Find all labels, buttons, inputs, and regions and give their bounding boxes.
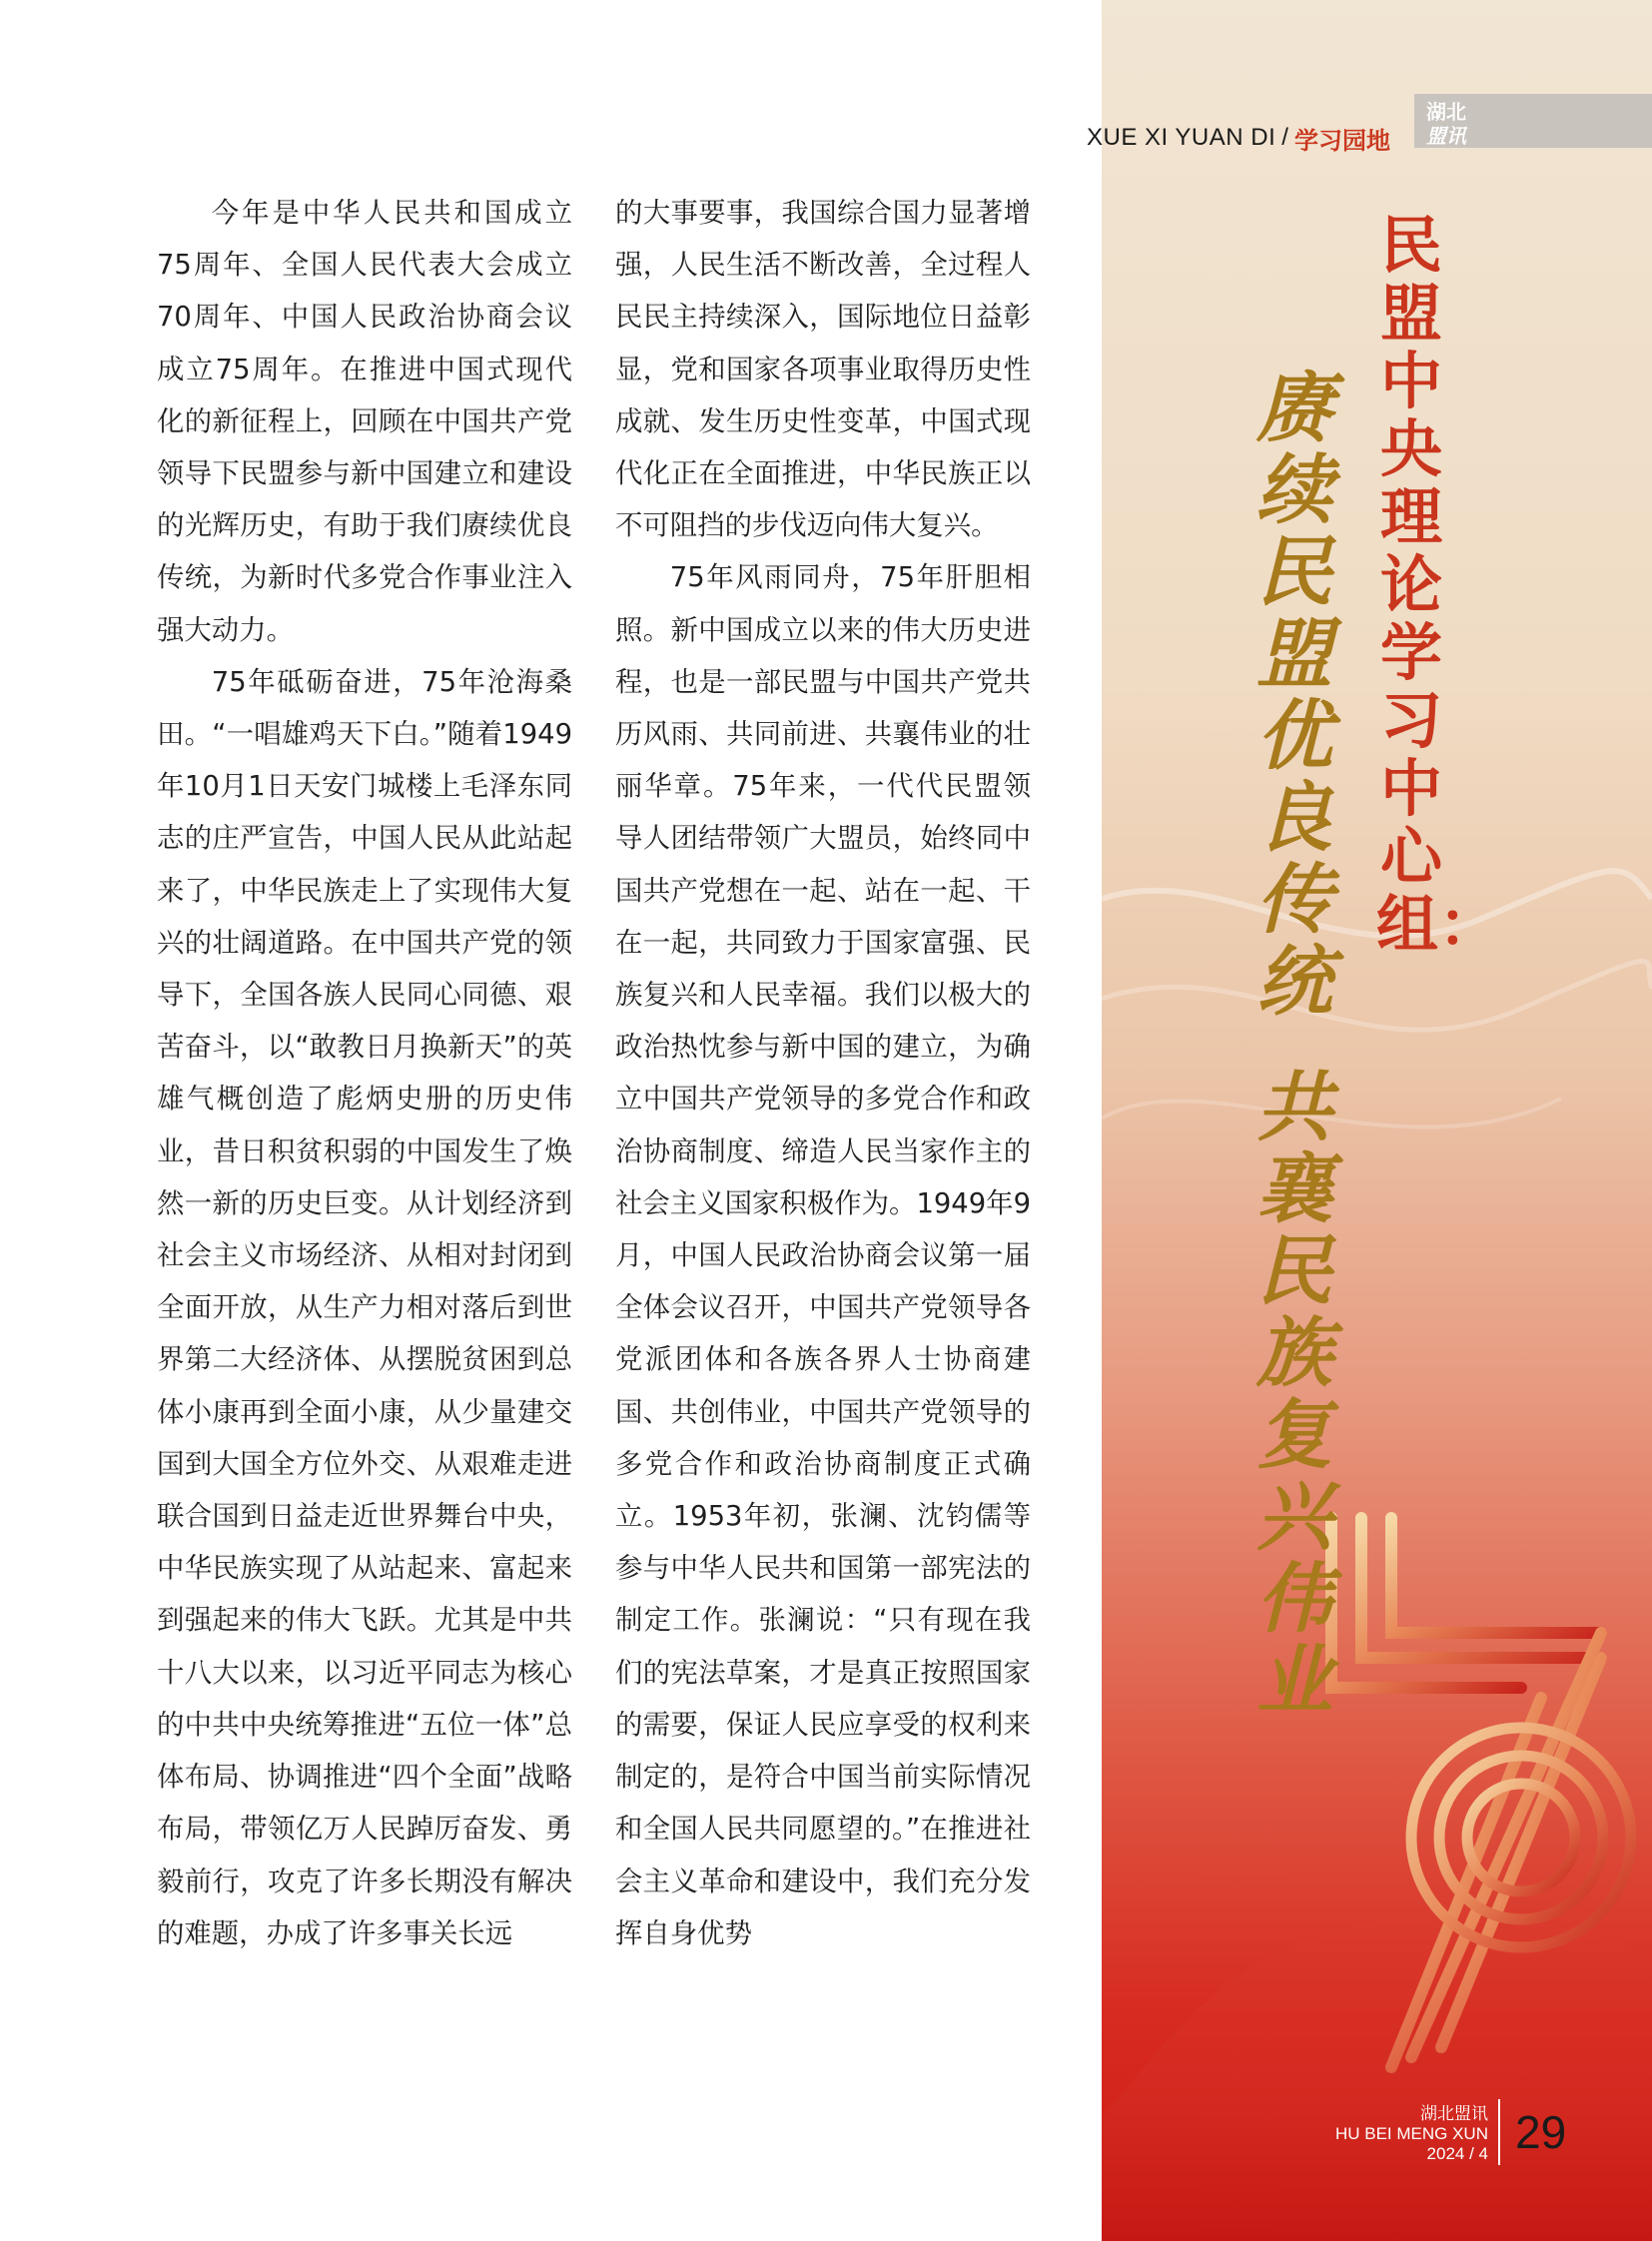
article-subtitle [1248, 364, 1340, 1725]
footer-issue: 2024 / 4 [1426, 2144, 1488, 2163]
page-number: 29 [1515, 2106, 1567, 2158]
body-column-2 [615, 188, 1031, 1960]
section-header [1087, 118, 1390, 158]
logo-line-1: 湖北 [1426, 100, 1466, 124]
footer-divider [1498, 2099, 1500, 2165]
footer-magazine-name-cn: 湖北盟讯 [1420, 2104, 1488, 2124]
section-name-en: XUE XI YUAN DI [1087, 124, 1276, 151]
paragraph: 75年风雨同舟，75年肝胆相照。新中国成立以来的伟大历史进程，也是一部民盟与中国共产党共历风雨、共同前进、共襄伟业的壮丽华章。75年来，一代代民盟领导人团结带领广大盟员，始终同中国共产党想在一起、站在一起、干在一起，共同致力于国家富强、民族复兴和人民幸福。我们以极大的政治热忱参与新中国的建立，为确立中国共产党领导的多党合作和政治协商制度、缔造人民当家作主的社会主义国家积极作为。1949年9月，中国人民政治协商会议第一届全体会议召开，中国共产党领导各党派团体和各族各界人士协商建国、共创伟业，中国共产党领导的多党合作和政治协商制度正式确立。1953年初，张澜、沈钧儒等参与中华人民共和国第一部宪法的制定工作。张澜说：“只有现在我们的宪法草案，才是真正按照国家的需要，保证人民应享受的权利来制定的，是符合中国当前实际情况和全国人民共同愿望的。”在推进社会主义革命和建设中，我们充分发挥自身优势 [615, 562, 1031, 1949]
footer-magazine-name-en: HU BEI MENG XUN [1334, 2124, 1488, 2143]
magazine-logo [1414, 94, 1652, 148]
body-column-1 [157, 188, 572, 1960]
subtitle-part-2: 共襄民族复兴伟业 [1256, 1063, 1332, 1725]
paragraph: 今年是中华人民共和国成立75周年、全国人民代表大会成立70周年、中国人民政治协商会议成立75周年。在推进中国式现代化的新征程上，回顾在中国共产党领导下民盟参与新中国建立和建设的光辉历史，有助于我们赓续优良传统，为新时代多党合作事业注入强大动力。 [157, 198, 572, 646]
paragraph: 75年砥砺奋进，75年沧海桑田。“一唱雄鸡天下白。”随着1949年10月1日天安门城楼上毛泽东同志的庄严宣告，中国人民从此站起来了，中华民族走上了实现伟大复兴的壮阔道路。在中国共产党的领导下，全国各族人民同心同德、艰苦奋斗，以“敢教日月换新天”的英雄气概创造了彪炳史册的历史伟业，昔日积贫积弱的中国发生了焕然一新的历史巨变。从计划经济到社会主义市场经济、从相对封闭到全面开放，从生产力相对落后到世界第二大经济体、从摆脱贫困到总体小康再到全面小康，从少量建交国到大国全方位外交、从艰难走进联合国到日益走近世界舞台中央，中华民族实现了从站起来、富起来到强起来的伟大飞跃。尤其是中共十八大以来，以习近平同志为核心的中共中央统筹推进“五位一体”总体布局、协调推进“四个全面”战略布局，带领亿万人民踔厉奋发、勇毅前行，攻克了许多长期没有解决的难题，办成了许多事关长远 [157, 666, 572, 1949]
paragraph-continued: 的大事要事，我国综合国力显著增强，人民生活不断改善，全过程人民民主持续深入，国际地位日益彰显，党和国家各项事业取得历史性成就、发生历史性变革，中国式现代化正在全面推进，中华民族正以不可阻挡的步伐迈向伟大复兴。 [615, 198, 1031, 542]
section-name-cn: 学习园地 [1293, 126, 1390, 155]
article-title: 民盟中央理论学习中心组： [1376, 209, 1501, 961]
section-separator: / [1281, 124, 1288, 151]
subtitle-part-1: 赓续民盟优良传统 [1256, 364, 1332, 1026]
logo-line-2: 盟讯 [1426, 124, 1466, 148]
page-footer [1335, 2104, 1488, 2164]
